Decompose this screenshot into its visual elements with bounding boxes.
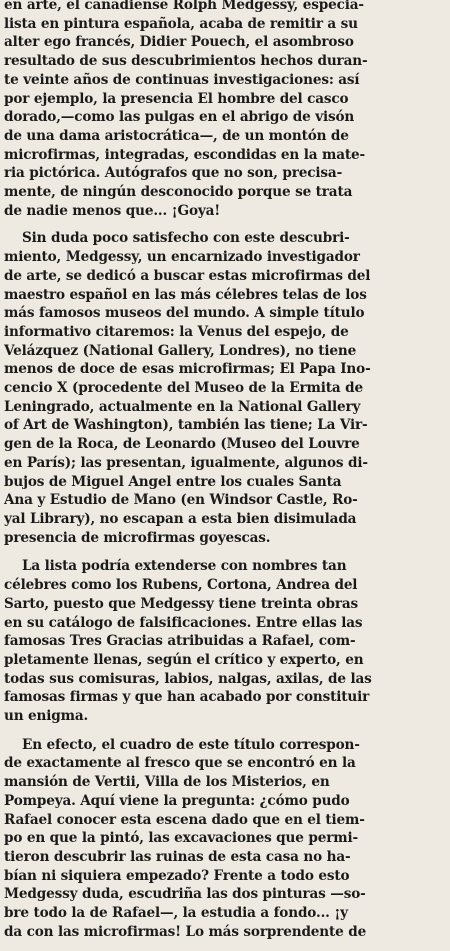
- text-line: en París); las presentan, igualmente, algunos di-: [4, 454, 368, 471]
- text-line: of Art de Washington), también las tiene; La Vir-: [4, 417, 368, 434]
- paragraph-1: [4, 0, 444, 220]
- text-line: alter ego francés, Didier Pouech, el asombroso: [4, 34, 354, 51]
- text-line: Sin duda poco satisfecho con este descubri-: [22, 230, 350, 247]
- paragraph-2: [4, 229, 444, 547]
- text-line: mente, de ningún desconocido porque se trata: [4, 184, 353, 201]
- text-line: célebres como los Rubens, Cortona, Andrea del: [4, 577, 358, 594]
- article-column: [4, 0, 444, 951]
- text-line: Rafael conocer esta escena dado que en el tiem-: [4, 811, 365, 828]
- text-line: resultado de sus descubrimientos hechos duran-: [4, 53, 368, 70]
- text-line: en su catálogo de falsificaciones. Entre ellas las: [4, 614, 363, 631]
- text-line: de una dama aristocrática—, de un montón de: [4, 127, 349, 144]
- text-line: de nadie menos que... ¡Goya!: [4, 202, 221, 219]
- text-line: Ana y Estudio de Mano (en Windsor Castle, Ro-: [4, 492, 358, 509]
- text-line: un enigma.: [4, 708, 89, 725]
- text-line: La lista podría extenderse con nombres tan: [22, 558, 347, 575]
- text-line: Medgessy duda, escudriña las dos pinturas —so-: [4, 886, 366, 903]
- text-line: todas sus comisuras, labios, nalgas, axilas, de las: [4, 670, 372, 687]
- text-line: po en que la pintó, las excavaciones que permi-: [4, 830, 358, 847]
- text-line: bían ni siquiera empezado? Frente a todo esto: [4, 867, 350, 884]
- text-line: maestro español en las más célebres telas de los: [4, 286, 367, 303]
- paragraph-3: [4, 557, 444, 725]
- text-line: tieron descubrir las ruinas de esta casa no ha-: [4, 848, 351, 865]
- text-line: bre todo la de Rafael—, la estudia a fondo... ¡y: [4, 905, 348, 922]
- text-line: en arte, el canadiense Rolph Medgessy, especia-: [4, 0, 364, 13]
- text-line: famosas firmas y que han acabado por constituir: [4, 689, 370, 706]
- text-line: de arte, se dedicó a buscar estas microfirmas del: [4, 267, 371, 284]
- text-line: mansión de Vertii, Villa de los Misterios, en: [4, 774, 330, 791]
- text-line: Leningrado, actualmente en la National Gallery: [4, 398, 361, 415]
- paragraph-4: [4, 736, 444, 942]
- text-line: miento, Medgessy, un encarnizado investigador: [4, 249, 360, 266]
- text-line: En efecto, el cuadro de este título correspon-: [22, 736, 360, 753]
- text-line: más famosos museos del mundo. A simple título: [4, 305, 365, 322]
- text-line: cencio X (procedente del Museo de la Ermita de: [4, 380, 363, 397]
- text-line: pletamente llenas, según el crítico y experto, en: [4, 651, 364, 668]
- text-line: menos de doce de esas microfirmas; El Papa Ino-: [4, 361, 371, 378]
- text-line: presencia de microfirmas goyescas.: [4, 529, 271, 546]
- text-line: yal Library), no escapan a esta bien disimulada: [4, 510, 357, 527]
- text-line: lista en pintura española, acaba de remitir a su: [4, 15, 358, 32]
- text-line: gen de la Roca, de Leonardo (Museo del Louvre: [4, 436, 360, 453]
- text-line: dorado,—como las pulgas en el abrigo de visón: [4, 109, 355, 126]
- text-line: informativo citaremos: la Venus del espejo, de: [4, 323, 349, 340]
- text-line: Sarto, puesto que Medgessy tiene treinta obras: [4, 595, 359, 612]
- text-line: Pompeya. Aquí viene la pregunta: ¿cómo pudo: [4, 792, 350, 809]
- text-line: te veinte años de continuas investigaciones: así: [4, 71, 360, 88]
- text-line: da con las microfirmas! Lo más sorprendente de: [4, 923, 367, 940]
- text-line: ria pictórica. Autógrafos que no son, precisa-: [4, 165, 343, 182]
- text-line: de exactamente al fresco que se encontró en la: [4, 755, 356, 772]
- text-line: Velázquez (National Gallery, Londres), no tiene: [4, 342, 357, 359]
- text-line: famosas Tres Gracias atribuidas a Rafael, com-: [4, 633, 356, 650]
- text-line: bujos de Miguel Angel entre los cuales Santa: [4, 473, 342, 490]
- text-line: microfirmas, integradas, escondidas en la mate-: [4, 146, 365, 163]
- text-line: por ejemplo, la presencia El hombre del casco: [4, 90, 349, 107]
